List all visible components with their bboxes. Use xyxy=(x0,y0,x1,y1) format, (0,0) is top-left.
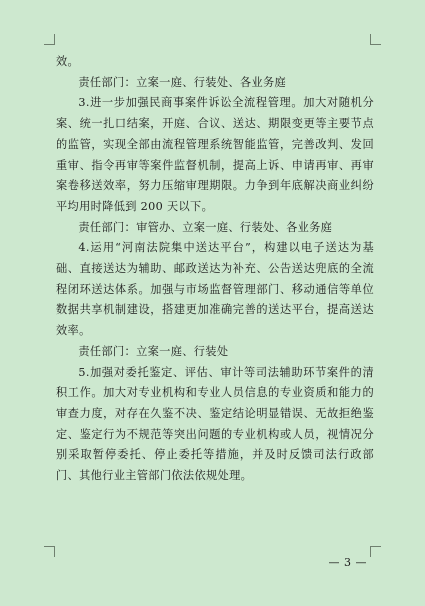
corner-mark-bottom-left xyxy=(44,546,55,557)
paragraph-item-5: 5.加强对委托鉴定、评估、审计等司法辅助环节案件的清积工作。加大对专业机构和专业人员信息的专业资质和能力的审查力度，对存在久鉴不决、鉴定结论明显错误、无故拒绝鉴定、鉴定行为不规范等突出问题的专业机构或人员，视情况分别采取暂停委托、停止委托等措施，并及时反馈司法行政部门、其他行业主管部门依法依规处理。 xyxy=(56,365,374,483)
corner-mark-bottom-right xyxy=(370,546,381,557)
responsible-dept-line: 责任部门：审管办、立案一庭、行装处、各业务庭 xyxy=(78,220,333,234)
paragraph-item-3: 3.进一步加强民商事案件诉讼全流程管理。加大对随机分案、统一扎口结案，开庭、合议、送达、期限变更等主要节点的监管，实现全部由流程管理系统智能监管，完善改判、发回重审、指令再审等案件监督机制，提高上诉、申请再审、再审案卷移送效率，努力压缩审理期限。力争到年底解决商业纠纷平均用时降低到 200 天以下。 xyxy=(56,96,374,213)
corner-mark-top-right xyxy=(370,34,381,45)
document-body xyxy=(56,52,374,487)
paragraph-continuation: 效。 xyxy=(56,55,80,68)
page-number: — 3 — xyxy=(328,556,367,569)
corner-mark-top-left xyxy=(44,34,55,45)
responsible-dept-line: 责任部门：立案一庭、行装处、各业务庭 xyxy=(78,75,287,89)
responsible-dept-line: 责任部门：立案一庭、行装处 xyxy=(78,344,229,358)
paragraph-item-4: 4.运用“河南法院集中送达平台”，构建以电子送达为基础、直接送达为辅助、邮政送达为补充、公告送达兜底的全流程闭环送达体系。加强与市场监督管理部门、移动通信等单位数据共享机制建设，搭建更加准确完善的送达平台，提高送达效率。 xyxy=(56,241,374,338)
